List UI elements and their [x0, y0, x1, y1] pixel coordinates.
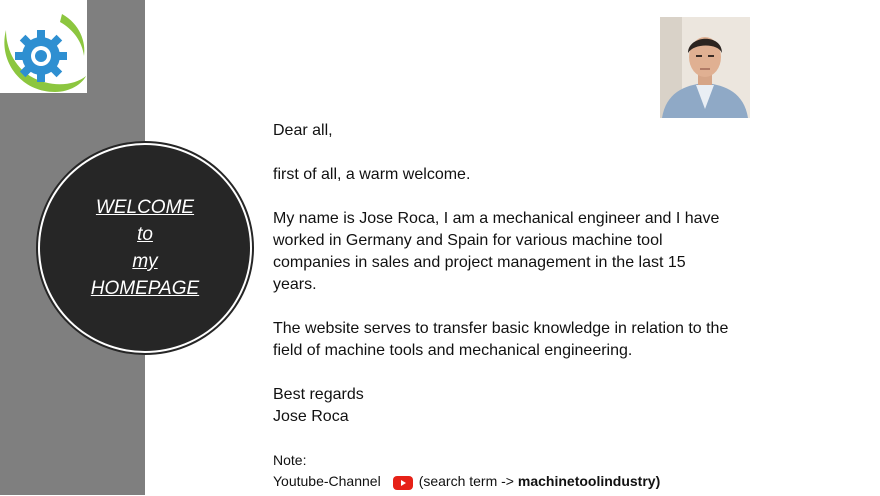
portrait-icon	[660, 17, 750, 118]
welcome-letter	[273, 120, 733, 428]
letter-greeting: Dear all,	[273, 122, 333, 139]
note-label: Note:	[273, 452, 307, 468]
portrait-photo	[660, 17, 750, 118]
youtube-channel-row	[273, 471, 833, 492]
letter-closing: Best regards	[273, 386, 364, 403]
search-term-prefix: (search term ->	[418, 473, 518, 489]
welcome-line-4: HOMEPAGE	[90, 278, 200, 299]
letter-purpose: The website serves to transfer basic knowledge in relation to the field of machine tools and mechanical engineering.	[273, 320, 729, 359]
search-term[interactable]: machinetoolindustry)	[517, 473, 661, 489]
letter-bio: My name is Jose Roca, I am a mechanical engineer and I have worked in Germany and Spain for various machine tool companies in sales and project management in the last 15 years.	[273, 210, 720, 293]
site-logo[interactable]	[0, 0, 87, 93]
note-section	[273, 450, 833, 492]
welcome-line-3: my	[132, 251, 158, 272]
letter-signature: Jose Roca	[273, 408, 349, 425]
gear-logo-icon	[0, 0, 87, 93]
youtube-channel-label: Youtube-Channel	[273, 473, 381, 489]
welcome-line-1: WELCOME	[95, 197, 195, 218]
welcome-line-2: to	[137, 224, 153, 245]
youtube-icon[interactable]	[393, 475, 413, 489]
letter-intro: first of all, a warm welcome.	[273, 166, 471, 183]
welcome-badge	[40, 145, 250, 351]
